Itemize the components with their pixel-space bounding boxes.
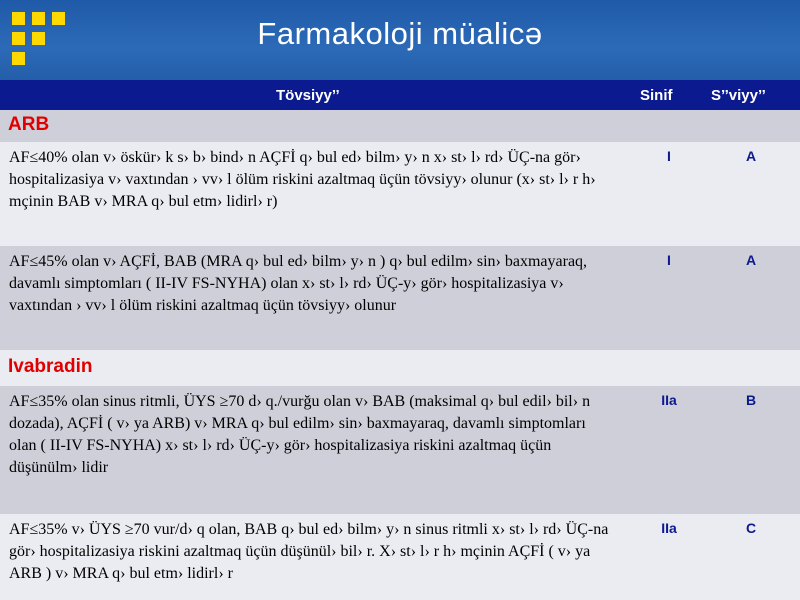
recommendation-text: AF≤35% olan sinus ritmli, ÜYS ≥70 d› q./vurğu olan v› BAB (maksimal q› bul edil› bil› n dozada), AÇFİ ( v› ya ARB) v› MRA q› bul edilm› sin› baxmayaraq, davamlı simptomları olan ( II-IV FS-NYHA) x› st› l› rd› ÜÇ-y› gör› hospitalizasiya riskini azaltmaq üçün düşünülm› lidir (9, 393, 591, 476)
recommendation-text: AF≤35% v› ÜYS ≥70 vur/d› q olan, BAB q› bul ed› bilm› y› n sinus ritmli x› st› l› rd› ÜÇ-na gör› hospitalizasiya riskini azaltmaq üçün düşünül› bil› r. X› st› l› r h› mçinin AÇFİ ( v› ya ARB ) v› MRA q› bul etm› lidirl› r (9, 521, 609, 582)
table-row (0, 142, 800, 246)
table-row (0, 246, 800, 350)
section-label: Ivabradin (8, 356, 93, 377)
table-row (0, 514, 800, 600)
recommendation-text: AF≤40% olan v› öskür› k s› b› bind› n AÇFİ q› bul ed› bilm› y› n x› st› l› rd› ÜÇ-na gör› hospitalizasiya v› vaxtından › vv› l ölüm riskini azaltmaq üçün tövsiyy› olunur (x› st› l› r h› mçinin BAB v› MRA q› bul etm› lidirl› r) (9, 149, 596, 210)
title-banner (0, 0, 800, 80)
class-cell: I (667, 252, 671, 268)
class-cell: IIa (661, 520, 677, 536)
section-row-arb (0, 110, 800, 142)
class-cell: IIa (661, 392, 677, 408)
level-cell: A (745, 252, 757, 268)
column-header-level: S’’viyy’’ (711, 87, 766, 104)
level-cell: A (745, 148, 757, 164)
level-cell: C (745, 520, 757, 536)
section-row-ivabradin (0, 350, 800, 386)
level-cell: B (745, 392, 757, 408)
column-header-class: Sinif (640, 87, 673, 104)
section-label: ARB (8, 114, 50, 135)
column-header-recommendation: Tövsiyy’’ (276, 87, 340, 104)
class-cell: I (667, 148, 671, 164)
table-row (0, 386, 800, 514)
table-header (0, 80, 800, 110)
slide-title: Farmakoloji müalicə (257, 16, 543, 51)
recommendations-table (0, 80, 800, 600)
recommendation-text: AF≤45% olan v› AÇFİ, BAB (MRA q› bul ed› bilm› y› n ) q› bul edilm› sin› baxmayaraq, davamlı simptomları ( II-IV FS-NYHA) olan x› st› l› rd› ÜÇ-y› gör› hospitalizasiya v› vaxtından › vv› l ölüm riskini azaltmaq üçün tövsiyy› olunur (9, 253, 588, 314)
